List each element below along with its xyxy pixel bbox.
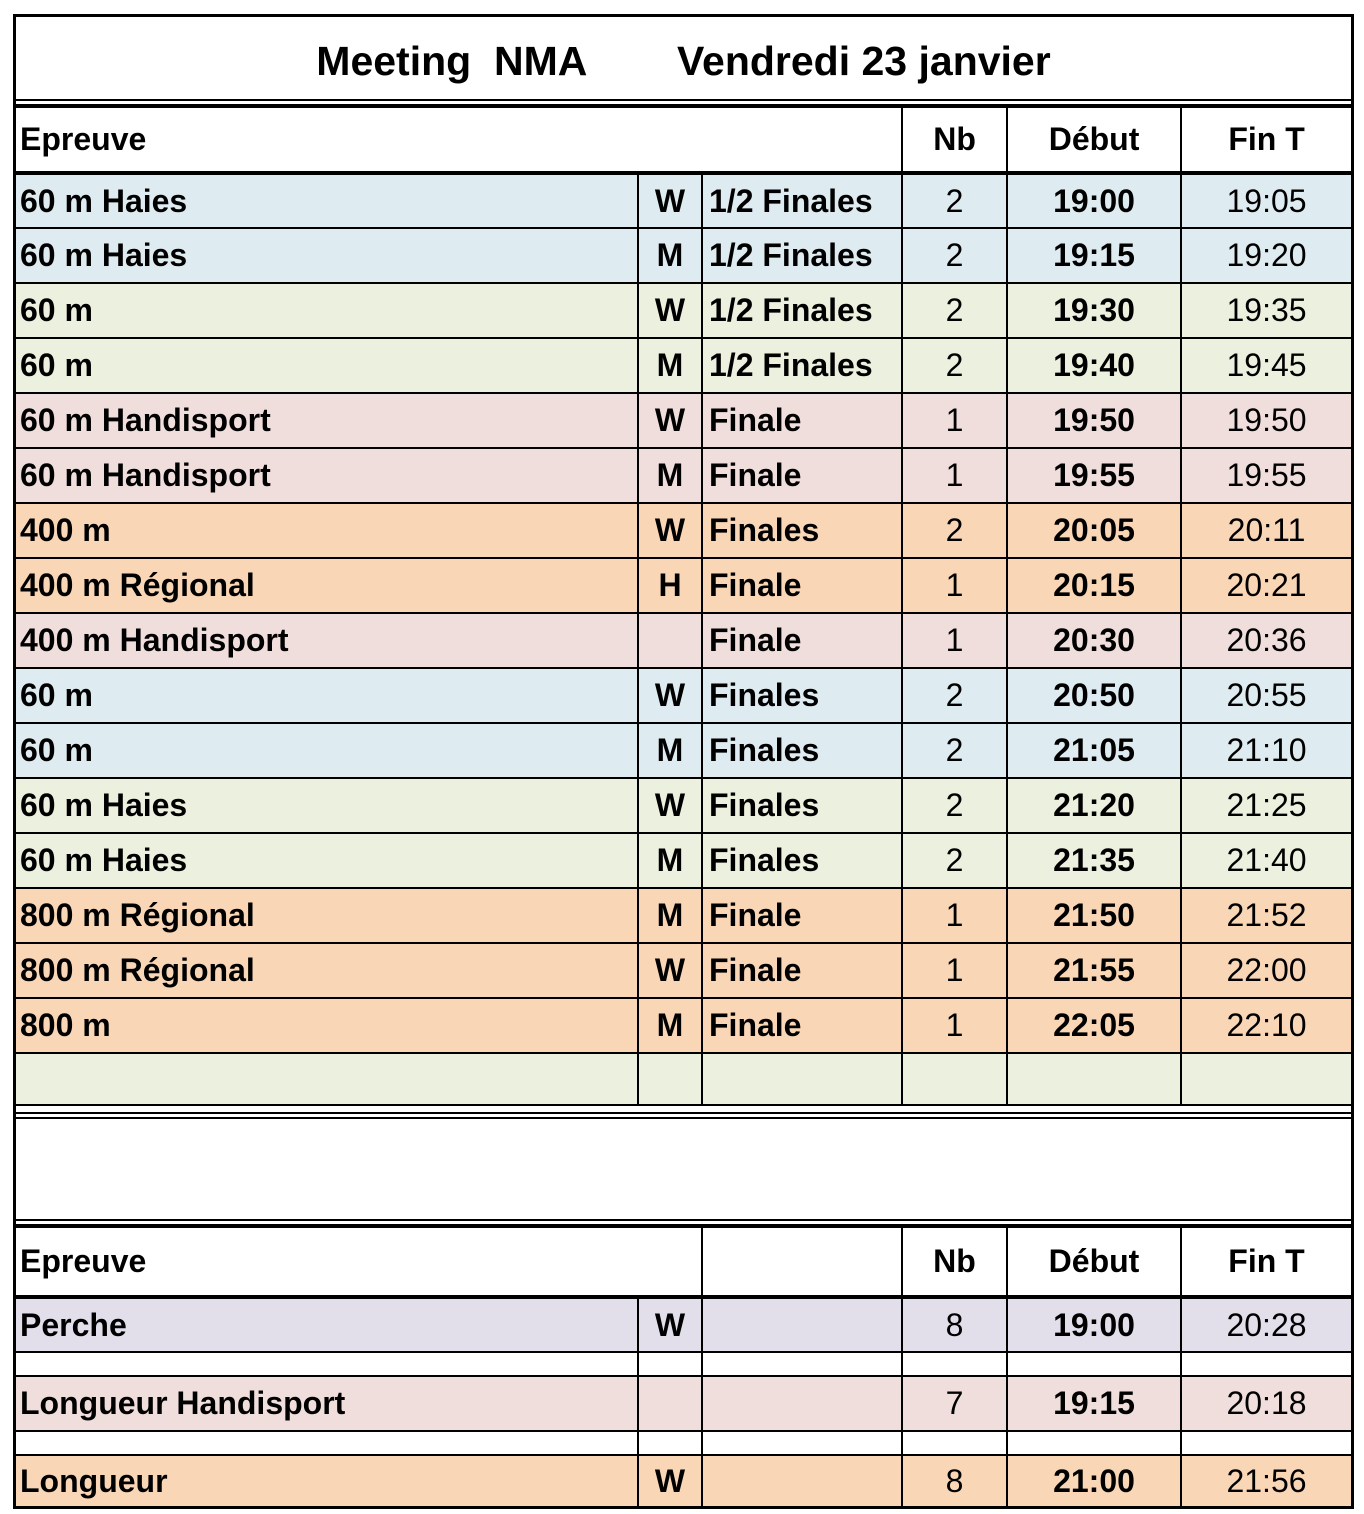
- track-header-row: [16, 107, 1351, 173]
- spacer-cell: [902, 1431, 1007, 1455]
- field-events-table: [16, 1226, 1351, 1508]
- table-row: [16, 1376, 1351, 1431]
- event-phase: Finales: [702, 778, 902, 833]
- track-events-table: [16, 106, 1351, 1106]
- event-end: 20:11: [1181, 503, 1351, 558]
- event-count: 2: [902, 173, 1007, 228]
- header-epreuve: Epreuve: [16, 1227, 702, 1297]
- event-name: Longueur: [16, 1455, 638, 1507]
- event-end: 20:21: [1181, 558, 1351, 613]
- event-start: 19:15: [1007, 1376, 1181, 1431]
- event-name: 60 m Haies: [16, 228, 638, 283]
- event-phase: 1/2 Finales: [702, 173, 902, 228]
- event-phase-blank: [702, 1297, 902, 1352]
- event-start: 19:15: [1007, 228, 1181, 283]
- event-name: [16, 1053, 638, 1105]
- event-phase: Finales: [702, 503, 902, 558]
- event-start: 21:00: [1007, 1455, 1181, 1507]
- event-end: 20:18: [1181, 1376, 1351, 1431]
- event-count: 1: [902, 943, 1007, 998]
- spacer-cell: [16, 1352, 638, 1376]
- event-sex: W: [638, 173, 702, 228]
- spacer-row: [16, 1431, 1351, 1455]
- section-divider-bottom: [16, 1219, 1351, 1226]
- event-sex: W: [638, 503, 702, 558]
- header-fin: Fin T: [1181, 107, 1351, 173]
- event-name: 400 m Régional: [16, 558, 638, 613]
- spacer-cell: [902, 1352, 1007, 1376]
- table-row: [16, 393, 1351, 448]
- event-start: 19:55: [1007, 448, 1181, 503]
- table-row: [16, 1297, 1351, 1352]
- event-count: 2: [902, 723, 1007, 778]
- event-end: 20:28: [1181, 1297, 1351, 1352]
- event-end: 21:10: [1181, 723, 1351, 778]
- table-row: [16, 778, 1351, 833]
- event-count: [902, 1053, 1007, 1105]
- event-phase: Finales: [702, 723, 902, 778]
- event-name: 800 m: [16, 998, 638, 1053]
- table-row: [16, 1053, 1351, 1105]
- event-start: 21:05: [1007, 723, 1181, 778]
- event-sex: M: [638, 888, 702, 943]
- event-sex: M: [638, 998, 702, 1053]
- event-count: 2: [902, 778, 1007, 833]
- spacer-cell: [702, 1431, 902, 1455]
- table-row: [16, 998, 1351, 1053]
- event-name: 60 m: [16, 668, 638, 723]
- event-end: 19:55: [1181, 448, 1351, 503]
- header-debut: Début: [1007, 1227, 1181, 1297]
- schedule-sheet: [13, 14, 1354, 1509]
- page-title: Meeting NMA Vendredi 23 janvier: [316, 38, 1051, 84]
- header-nb: Nb: [902, 107, 1007, 173]
- event-end: 20:55: [1181, 668, 1351, 723]
- event-name: 60 m Haies: [16, 833, 638, 888]
- event-phase: Finale: [702, 448, 902, 503]
- event-sex: M: [638, 228, 702, 283]
- event-start: 19:00: [1007, 173, 1181, 228]
- header-nb: Nb: [902, 1227, 1007, 1297]
- event-phase: Finales: [702, 668, 902, 723]
- table-row: [16, 558, 1351, 613]
- event-name: 800 m Régional: [16, 888, 638, 943]
- spacer-cell: [702, 1352, 902, 1376]
- event-end: 21:52: [1181, 888, 1351, 943]
- event-count: 1: [902, 888, 1007, 943]
- event-phase: Finale: [702, 998, 902, 1053]
- table-row: [16, 723, 1351, 778]
- event-start: 21:20: [1007, 778, 1181, 833]
- table-row: [16, 228, 1351, 283]
- event-sex: M: [638, 448, 702, 503]
- event-end: 21:25: [1181, 778, 1351, 833]
- event-start: 21:50: [1007, 888, 1181, 943]
- event-phase: [702, 1053, 902, 1105]
- event-end: 21:56: [1181, 1455, 1351, 1507]
- event-count: 7: [902, 1376, 1007, 1431]
- event-start: 20:30: [1007, 613, 1181, 668]
- event-sex: W: [638, 778, 702, 833]
- event-phase: Finale: [702, 888, 902, 943]
- event-count: 2: [902, 503, 1007, 558]
- event-phase: Finale: [702, 393, 902, 448]
- event-count: 2: [902, 833, 1007, 888]
- spacer-row: [16, 1352, 1351, 1376]
- event-count: 2: [902, 283, 1007, 338]
- event-count: 8: [902, 1455, 1007, 1507]
- event-phase: Finale: [702, 943, 902, 998]
- event-start: 20:50: [1007, 668, 1181, 723]
- event-sex: [638, 613, 702, 668]
- event-count: 2: [902, 228, 1007, 283]
- event-start: 20:05: [1007, 503, 1181, 558]
- event-name: 60 m: [16, 283, 638, 338]
- event-name: 60 m Handisport: [16, 448, 638, 503]
- event-count: 1: [902, 558, 1007, 613]
- event-count: 2: [902, 338, 1007, 393]
- event-sex: M: [638, 833, 702, 888]
- spacer-cell: [638, 1352, 702, 1376]
- spacer-cell: [1007, 1431, 1181, 1455]
- event-phase-blank: [702, 1455, 902, 1507]
- event-start: 21:35: [1007, 833, 1181, 888]
- spacer-cell: [638, 1431, 702, 1455]
- event-start: 19:00: [1007, 1297, 1181, 1352]
- event-phase: Finale: [702, 558, 902, 613]
- event-sex: W: [638, 668, 702, 723]
- event-name: 800 m Régional: [16, 943, 638, 998]
- spacer-cell: [1181, 1431, 1351, 1455]
- event-count: 2: [902, 668, 1007, 723]
- table-row: [16, 668, 1351, 723]
- event-end: 19:05: [1181, 173, 1351, 228]
- event-name: 60 m Handisport: [16, 393, 638, 448]
- event-end: 19:45: [1181, 338, 1351, 393]
- header-blank: [702, 1227, 902, 1297]
- table-row: [16, 613, 1351, 668]
- event-name: Longueur Handisport: [16, 1376, 638, 1431]
- header-fin: Fin T: [1181, 1227, 1351, 1297]
- header-epreuve: Epreuve: [16, 107, 902, 173]
- event-phase-blank: [702, 1376, 902, 1431]
- event-sex: [638, 1053, 702, 1105]
- event-name: 60 m Haies: [16, 778, 638, 833]
- event-start: 22:05: [1007, 998, 1181, 1053]
- spacer-cell: [16, 1431, 638, 1455]
- event-sex: W: [638, 283, 702, 338]
- event-name: 60 m: [16, 723, 638, 778]
- table-row: [16, 943, 1351, 998]
- event-name: 60 m Haies: [16, 173, 638, 228]
- event-phase: Finale: [702, 613, 902, 668]
- event-phase: 1/2 Finales: [702, 338, 902, 393]
- event-start: 19:30: [1007, 283, 1181, 338]
- table-row: [16, 888, 1351, 943]
- event-sex: M: [638, 723, 702, 778]
- table-row: [16, 173, 1351, 228]
- event-phase: Finales: [702, 833, 902, 888]
- event-sex: H: [638, 558, 702, 613]
- spacer-cell: [1181, 1352, 1351, 1376]
- event-start: [1007, 1053, 1181, 1105]
- event-count: 1: [902, 448, 1007, 503]
- event-phase: 1/2 Finales: [702, 283, 902, 338]
- event-end: [1181, 1053, 1351, 1105]
- event-sex: W: [638, 1455, 702, 1507]
- section-divider-top: [16, 1112, 1351, 1119]
- event-end: 22:10: [1181, 998, 1351, 1053]
- event-count: 1: [902, 613, 1007, 668]
- table-row: [16, 283, 1351, 338]
- event-name: 400 m: [16, 503, 638, 558]
- event-start: 20:15: [1007, 558, 1181, 613]
- event-name: 60 m: [16, 338, 638, 393]
- event-start: 19:40: [1007, 338, 1181, 393]
- event-sex: [638, 1376, 702, 1431]
- spacer-cell: [1007, 1352, 1181, 1376]
- event-sex: M: [638, 338, 702, 393]
- table-row: [16, 1455, 1351, 1507]
- table-row: [16, 338, 1351, 393]
- event-start: 21:55: [1007, 943, 1181, 998]
- event-end: 19:20: [1181, 228, 1351, 283]
- event-end: 20:36: [1181, 613, 1351, 668]
- event-end: 19:50: [1181, 393, 1351, 448]
- event-end: 19:35: [1181, 283, 1351, 338]
- event-sex: W: [638, 1297, 702, 1352]
- event-count: 8: [902, 1297, 1007, 1352]
- event-name: 400 m Handisport: [16, 613, 638, 668]
- event-count: 1: [902, 393, 1007, 448]
- table-row: [16, 448, 1351, 503]
- table-row: [16, 833, 1351, 888]
- event-end: 22:00: [1181, 943, 1351, 998]
- event-sex: W: [638, 943, 702, 998]
- title-divider: [16, 99, 1351, 106]
- event-sex: W: [638, 393, 702, 448]
- event-phase: 1/2 Finales: [702, 228, 902, 283]
- event-name: Perche: [16, 1297, 638, 1352]
- table-row: [16, 503, 1351, 558]
- header-debut: Début: [1007, 107, 1181, 173]
- field-header-row: [16, 1227, 1351, 1297]
- event-count: 1: [902, 998, 1007, 1053]
- event-end: 21:40: [1181, 833, 1351, 888]
- event-start: 19:50: [1007, 393, 1181, 448]
